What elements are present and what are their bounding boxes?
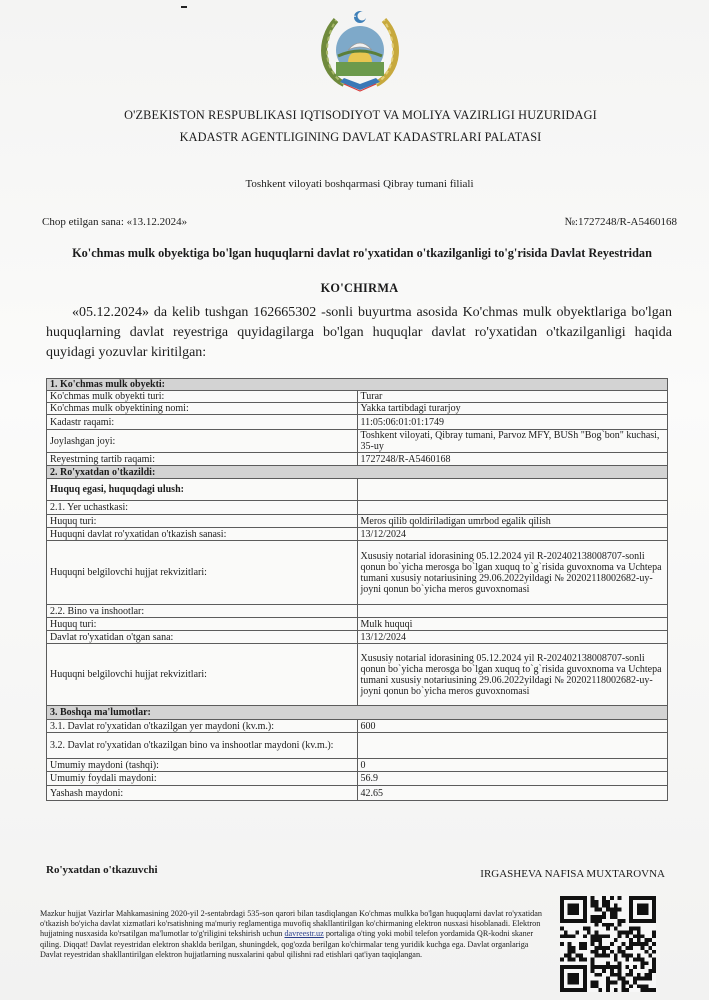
- row-label: Huquq turi:: [47, 515, 358, 528]
- row-label: Huquqni davlat ro'yxatidan o'tkazish sanasi:: [47, 528, 358, 541]
- row-value: Toshkent viloyati, Qibray tumani, Parvoz MFY, BUSh "Bog`bon" kuchasi, 35-uy: [357, 430, 668, 453]
- row-label: 3.1. Davlat ro'yxatidan o'tkazilgan yer maydoni (kv.m.):: [47, 720, 358, 733]
- qr-code-icon[interactable]: [560, 896, 656, 992]
- row-value: Yakka tartibdagi turarjoy: [357, 403, 668, 415]
- footer-text: portaliga o'ting yoki mobil telefon yordamida QR-kodni skaner qiling. Diqqat! Davlat reyestridan elektron shaklda berilgan, shuningdek, qog'ozda berilgan ko'chirmalar teng yuridik kuchga ega. Davlat organlariga Davlat reyestridan shakllantirilgan elektron hujjatlarning nusxalarini qabul qilishni rad etishlari qat'iyan taqiqlangan.: [40, 929, 534, 959]
- row-value: Mulk huquqi: [357, 618, 668, 631]
- row-value: [357, 733, 668, 759]
- registrar-label: Ro'yxatdan o'tkazuvchi: [46, 864, 158, 876]
- row-value: 42.65: [357, 786, 668, 801]
- print-date: Chop etilgan sana: «13.12.2024»: [42, 216, 188, 228]
- table-row: [47, 541, 668, 605]
- row-value: [357, 605, 668, 618]
- row-label: Kadastr raqami:: [47, 415, 358, 430]
- row-value: 0: [357, 759, 668, 772]
- row-label: Ko'chmas mulk obyekti turi:: [47, 391, 358, 403]
- row-label: Yashash maydoni:: [47, 786, 358, 801]
- table-row: [47, 515, 668, 528]
- portal-link[interactable]: davreestr.uz: [284, 929, 324, 939]
- document-subtitle: KO'CHIRMA: [320, 281, 399, 295]
- document-title: Ko'chmas mulk obyektiga bo'lgan huquqlarni davlat ro'yxatidan o'tkazilganligi to'g'risida Davlat Reyestridan: [72, 246, 652, 260]
- section-header-object: [47, 379, 668, 391]
- registry-table: [46, 378, 668, 801]
- row-value: Turar: [357, 391, 668, 403]
- scan-speck: [181, 6, 187, 8]
- table-row: [47, 772, 668, 786]
- row-label: Ko'chmas mulk obyektining nomi:: [47, 403, 358, 415]
- subsection-title: 2.1. Yer uchastkasi:: [47, 501, 358, 515]
- agency-heading: KADASTR AGENTLIGINING DAVLAT KADASTRLARI PALATASI: [179, 130, 542, 144]
- row-value: 13/12/2024: [357, 528, 668, 541]
- document-number: №:1727248/R-A5460168: [564, 216, 677, 228]
- section-header-other: [47, 706, 668, 720]
- branch-heading: Toshkent viloyati boshqarmasi Qibray tumani filiali: [245, 178, 474, 190]
- table-row: [47, 453, 668, 466]
- owner-value: [357, 479, 668, 501]
- intro-paragraph: «05.12.2024» da kelib tushgan 162665302 -sonli buyurtma asosida Ko'chmas mulk obyektlariga bo'lgan huquqlarning davlat reyestriga quyidagilarga bo'lgan huquqlar davlat ro'yxatidan o'tkazilganligi haqida quyidagi yozuvlar kiritilgan:: [46, 305, 672, 360]
- row-label: Huquqni belgilovchi hujjat rekvizitlari:: [47, 644, 358, 706]
- table-row: [47, 644, 668, 706]
- row-value: 600: [357, 720, 668, 733]
- table-row: [47, 605, 668, 618]
- row-label: Reyestrning tartib raqami:: [47, 453, 358, 466]
- table-row: [47, 631, 668, 644]
- row-label: Joylashgan joyi:: [47, 430, 358, 453]
- row-label: Huquq turi:: [47, 618, 358, 631]
- row-value: Meros qilib qoldiriladigan umrbod egalik qilish: [357, 515, 668, 528]
- row-value: 1727248/R-A5460168: [357, 453, 668, 466]
- footer-notice: [40, 909, 552, 960]
- table-row: [47, 528, 668, 541]
- table-row: [47, 415, 668, 430]
- owner-label: Huquq egasi, huquqdagi ulush:: [47, 479, 358, 501]
- table-row: [47, 759, 668, 772]
- table-row: [47, 733, 668, 759]
- table-row: [47, 618, 668, 631]
- row-value: 13/12/2024: [357, 631, 668, 644]
- state-emblem-icon: [314, 6, 406, 94]
- footer-text: Mazkur hujjat Vazirlar Mahkamasining 2020-yil 2-sentabrdagi 535-son qarori bilan tasdiqlangan Ko'chmas mulkka bo'lgan huquqlarni davlat ro'yxatidan o'tkazish bo'yicha davlat xizmatlari ko'rsatishning ma'muriy reglamentiga muvofiq shakllantirilgan ko'chirmaning elektron nusxasi hisoblanadi. Elektron hujjatning nusxasida ko'rsatilgan ma'lumotlar to'g'riligini tekshirish uchun: [40, 909, 542, 939]
- table-row: [47, 391, 668, 403]
- row-label: 3.2. Davlat ro'yxatidan o'tkazilgan bino va inshootlar maydoni (kv.m.):: [47, 733, 358, 759]
- row-label: Davlat ro'yxatidan o'tgan sana:: [47, 631, 358, 644]
- row-value: Xususiy notarial idorasining 05.12.2024 yil R-202402138008707-sonli qonun bo`yicha merosga bo`lgan xuquq to`g`risida guvoxnoma va Uchtepa tumani xususiy notariusining 29.06.2022yildagi № 20202118002682-uy-joyni qonun bo`yicha meros guvoxnomasi: [357, 644, 668, 706]
- row-label: Umumiy foydali maydoni:: [47, 772, 358, 786]
- section-title: 1. Ko'chmas mulk obyekti:: [47, 379, 668, 391]
- ministry-heading: O'ZBEKISTON RESPUBLIKASI IQTISODIYOT VA MOLIYA VAZIRLIGI HUZURIDAGI: [124, 108, 597, 122]
- row-value: [357, 501, 668, 515]
- table-row: [47, 786, 668, 801]
- table-row: [47, 430, 668, 453]
- section-title: 2. Ro'yxatdan o'tkazildi:: [47, 466, 668, 479]
- row-label: Umumiy maydoni (tashqi):: [47, 759, 358, 772]
- table-row: [47, 403, 668, 415]
- row-value: Xususiy notarial idorasining 05.12.2024 yil R-202402138008707-sonli qonun bo`yicha merosga bo`lgan xuquq to`g`risida guvoxnoma va Uchtepa tumani xususiy notariusining 29.06.2022yildagi № 20202118002682-uy-joyni qonun bo`yicha meros guvoxnomasi: [357, 541, 668, 605]
- row-value: 56.9: [357, 772, 668, 786]
- row-label: Huquqni belgilovchi hujjat rekvizitlari:: [47, 541, 358, 605]
- table-row: [47, 501, 668, 515]
- section-header-registered: [47, 466, 668, 479]
- section-title: 3. Boshqa ma'lumotlar:: [47, 706, 668, 720]
- row-value: 11:05:06:01:01:1749: [357, 415, 668, 430]
- table-row: [47, 479, 668, 501]
- table-row: [47, 720, 668, 733]
- subsection-title: 2.2. Bino va inshootlar:: [47, 605, 358, 618]
- registrar-name: IRGASHEVA NAFISA MUXTAROVNA: [480, 868, 665, 880]
